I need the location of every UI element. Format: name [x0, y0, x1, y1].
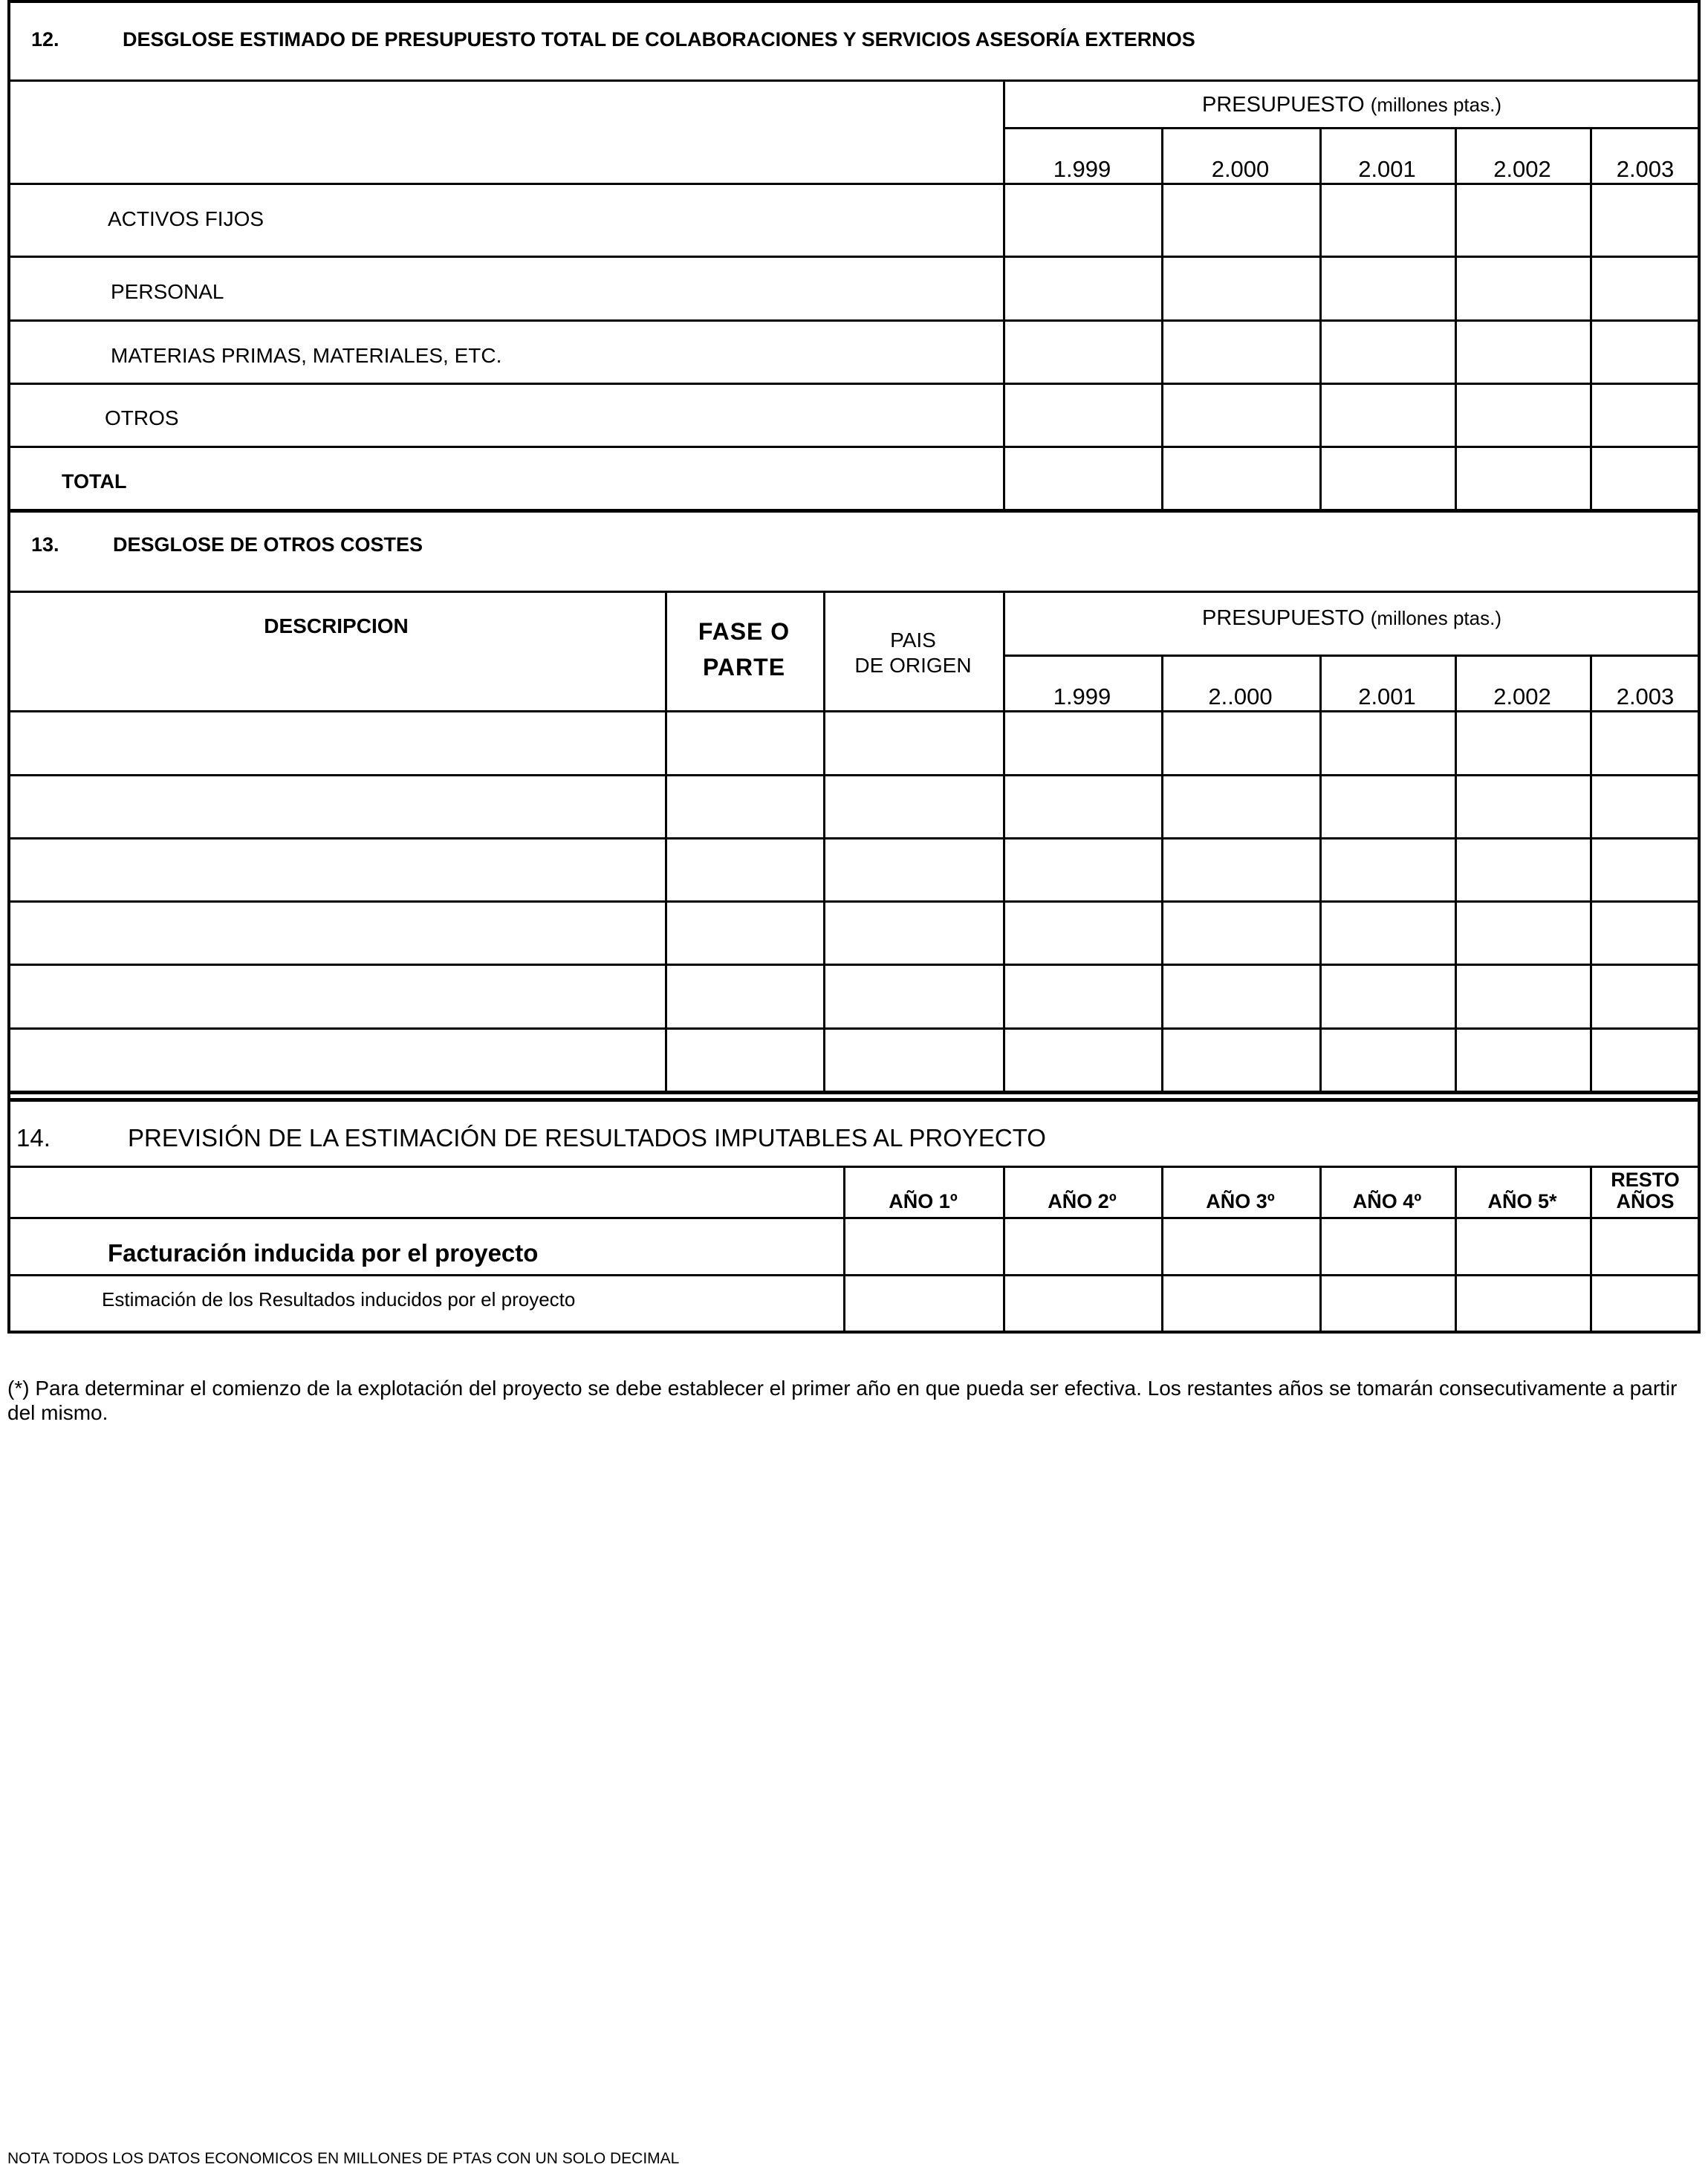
section12-row-divider — [7, 383, 1701, 385]
footnote: (*) Para determinar el comienzo de la explotación del proyecto se debe establecer el primer año en que pueda ser efectiva. Los restantes años se tomarán consecutivamente a partir del mismo. — [7, 1377, 1678, 1424]
section12-budget-unit: (millones ptas.) — [1370, 94, 1501, 116]
section13-col-pais-line1: PAIS — [890, 629, 936, 652]
section12-row-activos-fijos: ACTIVOS FIJOS — [108, 207, 264, 230]
section13-year-5: 2.003 — [1616, 683, 1675, 709]
section12-year-1: 1.999 — [1053, 156, 1111, 182]
section13-bottom-border — [7, 1091, 1701, 1094]
section13-col-fase-line1: FASE O — [698, 618, 790, 645]
section13-row-divider — [7, 1027, 1701, 1030]
section12-budget-divider — [1003, 127, 1701, 129]
section14-row-divider — [7, 1217, 1701, 1219]
section12-row-total: TOTAL — [62, 470, 127, 493]
section13-col-descripcion: DESCRIPCION — [264, 614, 409, 637]
section12-row-materias-primas: MATERIAS PRIMAS, MATERIALES, ETC. — [111, 344, 502, 367]
section12-budget-title: PRESUPUESTO — [1202, 93, 1365, 117]
section14-title: PREVISIÓN DE LA ESTIMACIÓN DE RESULTADOS IMPUTABLES AL PROYECTO — [128, 1124, 1046, 1152]
section14-header-divider — [7, 1166, 1701, 1168]
section12-row-divider — [7, 446, 1701, 448]
section12-col-divider — [1590, 127, 1592, 510]
section13-col-pais-line2: DE ORIGEN — [854, 654, 972, 677]
section12-header-divider — [7, 79, 1701, 82]
section14-year-2: AÑO 2º — [1048, 1190, 1117, 1212]
section14-row-facturacion: Facturación inducida por el proyecto — [108, 1239, 539, 1267]
section14-col-divider — [1590, 1166, 1592, 1332]
section14-top-border — [7, 1098, 1701, 1102]
section14-col-divider — [843, 1166, 845, 1332]
section13-row-divider — [7, 900, 1701, 903]
nota: NOTA TODOS LOS DATOS ECONOMICOS EN MILLONES DE PTAS CON UN SOLO DECIMAL — [7, 2150, 680, 2167]
section14-resto-line2: AÑOS — [1616, 1190, 1675, 1212]
section13-col-divider — [665, 591, 667, 1092]
section13-budget-divider — [1003, 655, 1701, 657]
section14-col-divider — [1455, 1166, 1457, 1332]
section12-row-divider — [7, 183, 1701, 185]
section14-number: 14. — [16, 1124, 51, 1152]
section12-row-otros: OTROS — [105, 406, 179, 429]
section13-budget-header — [1003, 608, 1701, 629]
section14-col-divider — [1319, 1166, 1322, 1332]
section14-year-5: AÑO 5* — [1487, 1190, 1557, 1212]
section12-year-4: 2.002 — [1493, 156, 1551, 182]
section12-col-divider — [1455, 127, 1457, 510]
section14-year-4: AÑO 4º — [1352, 1190, 1422, 1212]
section14-year-3: AÑO 3º — [1206, 1190, 1275, 1212]
section14-year-1: AÑO 1º — [889, 1190, 958, 1212]
section12-col-divider — [1161, 127, 1163, 510]
section12-col-divider — [1003, 79, 1005, 510]
section13-year-2: 2..000 — [1208, 683, 1273, 709]
section13-header-divider — [7, 591, 1701, 593]
section13-year-4: 2.002 — [1493, 683, 1551, 709]
section13-number: 13. — [31, 533, 59, 556]
section12-row-personal: PERSONAL — [111, 280, 224, 303]
section14-col-divider — [1003, 1166, 1005, 1332]
section12-budget-header — [1003, 94, 1701, 116]
section12-title: DESGLOSE ESTIMADO DE PRESUPUESTO TOTAL DE COLABORACIONES Y SERVICIOS ASESORÍA EXTERNOS — [123, 28, 1195, 51]
section12-row-divider — [7, 319, 1701, 322]
section13-col-divider — [1590, 655, 1592, 1092]
section14-row-estimacion: Estimación de los Resultados inducidos por el proyecto — [102, 1288, 576, 1311]
section14-col-divider — [1161, 1166, 1163, 1332]
section13-col-divider — [1455, 655, 1457, 1092]
section13-col-divider — [1161, 655, 1163, 1092]
section13-row-divider — [7, 774, 1701, 776]
section13-col-divider — [823, 591, 825, 1092]
section13-row-divider — [7, 710, 1701, 712]
section13-col-divider — [1003, 591, 1005, 1092]
section13-year-3: 2.001 — [1358, 683, 1416, 709]
section12-number: 12. — [31, 28, 59, 51]
section13-year-1: 1.999 — [1053, 683, 1111, 709]
section13-col-divider — [1319, 655, 1322, 1092]
section13-budget-unit: (millones ptas.) — [1370, 607, 1501, 629]
section14-row-divider — [7, 1274, 1701, 1276]
section13-col-fase-line2: PARTE — [702, 654, 786, 681]
section12-year-5: 2.003 — [1616, 156, 1675, 182]
section13-title: DESGLOSE DE OTROS COSTES — [113, 533, 423, 556]
section13-row-divider — [7, 964, 1701, 966]
section13-row-divider — [7, 837, 1701, 839]
section12-year-3: 2.001 — [1358, 156, 1416, 182]
section12-col-divider — [1319, 127, 1322, 510]
section12-row-divider — [7, 256, 1701, 258]
section14-resto-line1: RESTO — [1611, 1169, 1680, 1191]
section12-bottom-border — [7, 509, 1701, 513]
section13-budget-title: PRESUPUESTO — [1202, 606, 1365, 630]
section12-year-2: 2.000 — [1211, 156, 1270, 182]
